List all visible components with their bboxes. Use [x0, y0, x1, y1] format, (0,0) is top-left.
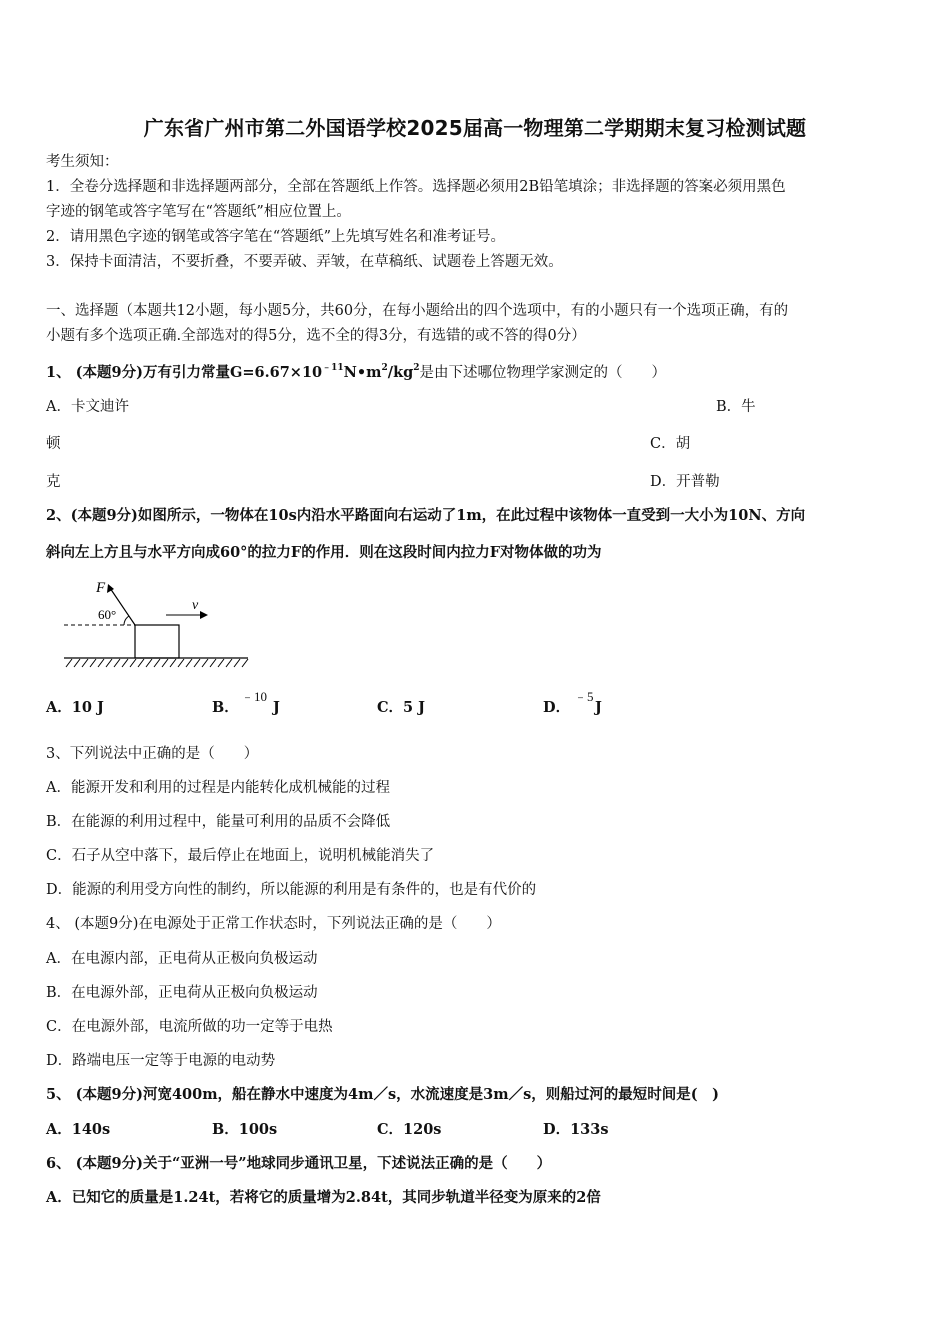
- question-2-stem-line1: 2、(本题9分)如图所示，一物体在10s内沿水平路面向右运动了1m，在此过程中该物体一直受到一大小为10N、方向: [46, 507, 806, 524]
- q1-exp3: 2: [413, 363, 420, 373]
- q2-option-b-unit: J: [273, 699, 280, 716]
- notice-heading: 考生须知：: [46, 154, 119, 170]
- notice-item-1b: 字迹的钢笔或答字笔写在“答题纸”相应位置上。: [46, 204, 351, 220]
- q1-option-d: D．开普勒: [650, 474, 720, 490]
- section-intro-line2: 小题有多个选项正确.全部选对的得5分，选不全的得3分，有选错的或不答的得0分）: [46, 328, 586, 344]
- velocity-label: v: [192, 598, 199, 613]
- notice-item-2: 2．请用黑色字迹的钢笔或答字笔在“答题纸”上先填写姓名和准考证号。: [46, 229, 506, 245]
- q1-option-c: C．胡: [650, 436, 691, 452]
- question-1-stem: [46, 363, 667, 381]
- q2-option-b-value: ﹣10: [241, 689, 268, 704]
- q3-option-d: D．能源的利用受方向性的制约，所以能源的利用是有条件的，也是有代价的: [46, 882, 537, 898]
- q1-kg: /kg: [387, 364, 414, 381]
- q3-option-a: A．能源开发和利用的过程是内能转化成机械能的过程: [46, 780, 390, 796]
- page-title: 广东省广州市第二外国语学校2025届高一物理第二学期期末复习检测试题: [143, 116, 807, 140]
- notice-item-3: 3．保持卡面清洁，不要折叠，不要弄破、弄皱，在草稿纸、试题卷上答题无效。: [46, 254, 563, 270]
- q4-option-c: C．在电源外部，电流所做的功一定等于电热: [46, 1019, 333, 1035]
- question-4-stem: 4、 (本题9分)在电源处于正常工作状态时，下列说法正确的是（ ）: [46, 916, 501, 932]
- q1-option-b-cont: 顿: [46, 436, 61, 452]
- question-3-stem: 3、下列说法中正确的是（ ）: [46, 746, 259, 762]
- question-6-stem: 6、 (本题9分)关于“亚洲一号”地球同步通讯卫星，下述说法正确的是（ ）: [46, 1155, 552, 1172]
- q1-option-c-cont: 克: [46, 474, 61, 490]
- question-2-stem-line2: 斜向左上方且与水平方向成60°的拉力F的作用．则在这段时间内拉力F对物体做的功为: [46, 544, 602, 561]
- q6-option-a: A．已知它的质量是1.24t，若将它的质量增为2.84t，其同步轨道半径变为原来的2倍: [46, 1189, 601, 1206]
- q1-option-b: B．牛: [716, 399, 756, 415]
- q1-prefix: 1、 (本题9分)万有引力常量G=6.67×10: [46, 364, 323, 381]
- q5-option-c: C．120s: [377, 1121, 442, 1138]
- angle-label: 60°: [98, 607, 117, 622]
- q2-option-c: C．5 J: [377, 699, 426, 716]
- q5-option-d: D．133s: [543, 1121, 609, 1138]
- q4-option-d: D．路端电压一定等于电源的电动势: [46, 1053, 276, 1069]
- force-diagram: [56, 578, 256, 673]
- q3-option-c: C．石子从空中落下，最后停止在地面上，说明机械能消失了: [46, 848, 435, 864]
- q1-option-a: A．卡文迪许: [46, 399, 129, 415]
- force-label: F: [96, 580, 106, 596]
- q2-option-d: D．: [543, 699, 571, 716]
- q2-option-a: A．10 J: [46, 699, 104, 716]
- q1-unit: N•m: [343, 364, 382, 381]
- q2-option-d-unit: J: [595, 699, 602, 716]
- q1-exp1: ﹣11: [322, 363, 344, 373]
- q4-option-a: A．在电源内部，正电荷从正极向负极运动: [46, 951, 318, 967]
- q5-option-a: A．140s: [46, 1121, 111, 1138]
- q2-option-b: B．: [212, 699, 239, 716]
- q4-option-b: B．在电源外部，正电荷从正极向负极运动: [46, 985, 318, 1001]
- section-intro-line1: 一、选择题（本题共12小题，每小题5分，共60分，在每小题给出的四个选项中，有的小题只有一个选项正确，有的: [46, 303, 789, 319]
- q5-option-b: B．100s: [212, 1121, 278, 1138]
- q1-exp2: 2: [381, 363, 388, 373]
- q2-option-d-value: ﹣5: [574, 689, 594, 704]
- q1-suffix: 是由下述哪位物理学家测定的（ ）: [419, 365, 667, 381]
- question-5-stem: 5、 (本题9分)河宽400m，船在静水中速度为4m／s，水流速度是3m／s，则船过河的最短时间是( ): [46, 1086, 719, 1103]
- q3-option-b: B．在能源的利用过程中，能量可利用的品质不会降低: [46, 814, 391, 830]
- notice-item-1a: 1．全卷分选择题和非选择题两部分，全部在答题纸上作答。选择题必须用2B铅笔填涂；非选择题的答案必须用黑色: [46, 179, 786, 195]
